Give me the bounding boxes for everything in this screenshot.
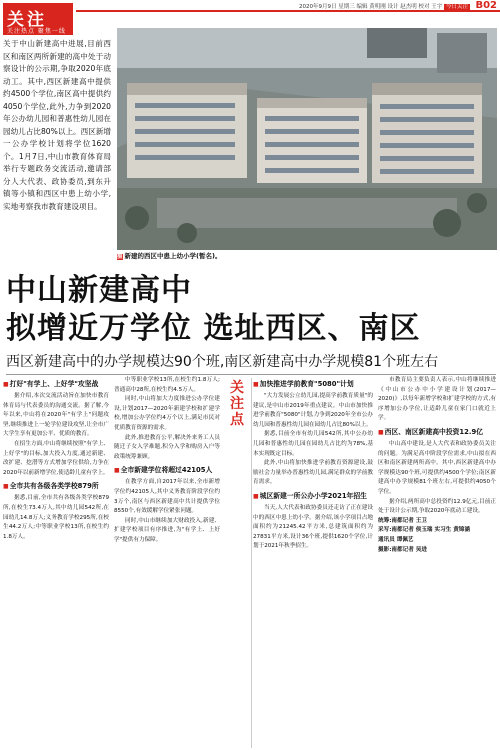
paragraph: 据介绍,本次交流活动旨在加快市教育体育局与代表委员的沟通交流。据了解,今年以来,中山将在2020年"有学上"问题攻坚,继续推进上一轮学位建设攻坚,让全市广大学生享有更加公平、优质的教育。 (3, 393, 109, 438)
school-building-illustration (117, 28, 497, 250)
paragraph: 中山高中建设,是人大代表和政协委员关注的问题。为满足高中阶段学位需求,中山拟在西区和南区新建两所高中。其中,西区新建高中办学规模达90个班,可提供约4500个学位;南区新建高中办学规模81个班左右,可提供约4050个学位。 (378, 440, 496, 495)
headline-line-2: 拟增近万学位 选址西区、南区 (6, 311, 421, 346)
paragraph: "大力发展公立幼儿园,提高学前教育质量"的建议,是中山市2019年重点建议。中山市加快推进学前教育"5080"计划,力争到2020年全市公办幼儿园和普惠性幼儿园在园幼儿占比80%以上。 (253, 393, 373, 428)
article-column-4 (378, 376, 496, 555)
column-divider (251, 378, 252, 748)
subheadline: 西区新建高中的办学规模达90个班,南区新建高中办学规模81个班左右 (6, 354, 496, 375)
paragraph: 同时,中山市继续加大财政投入,新建、扩建学校项目有序推进,为"有学上、上好学"提供有力保障。 (114, 517, 220, 543)
credit-line: 摄影:南都记者 吴进 (378, 546, 427, 553)
focus-side-label: 关注点 (230, 380, 244, 428)
photo-caption (117, 251, 221, 260)
paragraph: 在教学方面,自2017年以来,全市新增学位约42105人,其中义务教育阶段学位约3万个,南区与西区新建高中共计提供学位8550个,有效缓解学位紧张问题。 (114, 479, 220, 515)
credit-line: 统筹:南都记者 王卫 (378, 517, 427, 524)
paragraph: 据悉,目前全市有幼儿园542所,其中公办幼儿园和普惠性幼儿园在园幼儿占比约为78%,基本实现既定目标。 (253, 431, 373, 457)
paragraph: 中等职业学校13所,在校生约1.8万人;普通高中28所,在校生约4.5万人。 (114, 377, 220, 393)
paragraph: 市教育局主要负责人表示,中山将继续推进《中山市公办中小学建设计划(2017—2020)》,以每年新增学校和扩建学校的方式,有序增加公办学位,让适龄儿童在家门口就近上学。 (378, 377, 496, 422)
section-subtitle: 关注热点 聚焦一线 (7, 28, 66, 35)
section-heading: ■ 全市新建学位将超过42105人 (114, 465, 220, 476)
paragraph: 据介绍,两所高中总投资约12.9亿元,目前正处于设计公示期,争取2020年底动工建设。 (378, 498, 496, 515)
main-headline (6, 272, 496, 348)
intro-paragraph: 关于中山新建高中进展,目前西区和南区两所新建的高中处于动察设计的公示期,争取2020年底动工。其中,西区新建高中提供约4500个学位,南区高中提供约4050个学位,此外,力争到2020年公办幼儿园和普惠性幼儿园在园幼儿占比80%以上。西区新增一公办学校计划将学位1620个。1月7日,中山市教育体育局举行专题政务交流活动,邀请部分人大代表、政协委员,到东升镇等小镇和西区中患上幼小学,实地考察我市教育建设项目。 (3, 39, 112, 211)
credit-line: 采写:南都记者 侯玉瑞 实习生 黄锦涵 (378, 527, 470, 534)
paragraph: 此外,中山将加快推进学前教育资源建设,鼓励社会力量举办普惠性幼儿园,满足群众的学前教育需求。 (253, 460, 373, 486)
date-line: 2020年9月9日 星期三 编辑 黄明刚 设计 赵杰明 校对 王宇 今日关注 (298, 4, 468, 10)
article-column-2 (114, 376, 220, 546)
section-heading: ■ 打好"有学上、上好学"攻坚战 (3, 379, 109, 390)
section-heading: ■ 西区、南区新建高中投资12.9亿 (378, 427, 496, 438)
article-column-3 (253, 376, 373, 552)
article-column-1 (3, 376, 109, 542)
section-tag: 今日关注 (445, 4, 468, 10)
section-brand (3, 3, 73, 35)
paragraph: 此外,推进教育公平,解决外来务工人员随迁子女入学难题,积分入学和购房入户等政策统筹兼顾。 (114, 434, 220, 460)
caption-text: 新建的西区中患上幼小学(暂名)。 (124, 252, 222, 260)
headline-line-1: 中山新建高中 (6, 273, 192, 308)
header-rule (76, 10, 500, 12)
paragraph: 在招生方面,中山将继续按照"有学上、上好学"的目标,加大投入力度,通过新建、改扩建、挖潜等方式增加学位供给,力争在2020年以前新增学位,使适龄儿童有学上。 (3, 440, 109, 476)
paragraph: 当天,人大代表和政协委员还走访了正在建设中的西区中患上幼小学。据介绍,该小学项目占地面积约为21245.42平方米,总建筑面积约为27831平方米,设计36个班,提供1620个学位,计划于2021年秋季招生。 (253, 504, 373, 550)
section-heading: ■ 加快推进学前教育"5080"计划 (253, 379, 373, 390)
section-title: 关注 (7, 10, 47, 30)
school-photo (117, 28, 497, 250)
paragraph: 据悉,目前,全市共有各级各类学校879所,在校生73.4万人,其中幼儿园542所,在园幼儿14.8万人;义务教育学校295所,在校生44.2万人;中等职业学校13所,在校生约1.8万人。 (3, 495, 109, 540)
camera-icon: 摄 (117, 254, 123, 260)
section-heading: ■ 全市共有各级各类学校879所 (3, 481, 109, 492)
page-number: B02 (475, 0, 497, 11)
credit-line: 通讯员 谭佩艺 (378, 536, 414, 543)
section-heading: ■ 城区新建一所公办小学2021年招生 (253, 491, 373, 502)
paragraph: 同时,中山将加大力度推进公办学位建设,计划2017—2020年新建学校和扩建学校,增加公办学位约4万个以上,满足市民对优质教育资源的需求。 (114, 396, 220, 431)
